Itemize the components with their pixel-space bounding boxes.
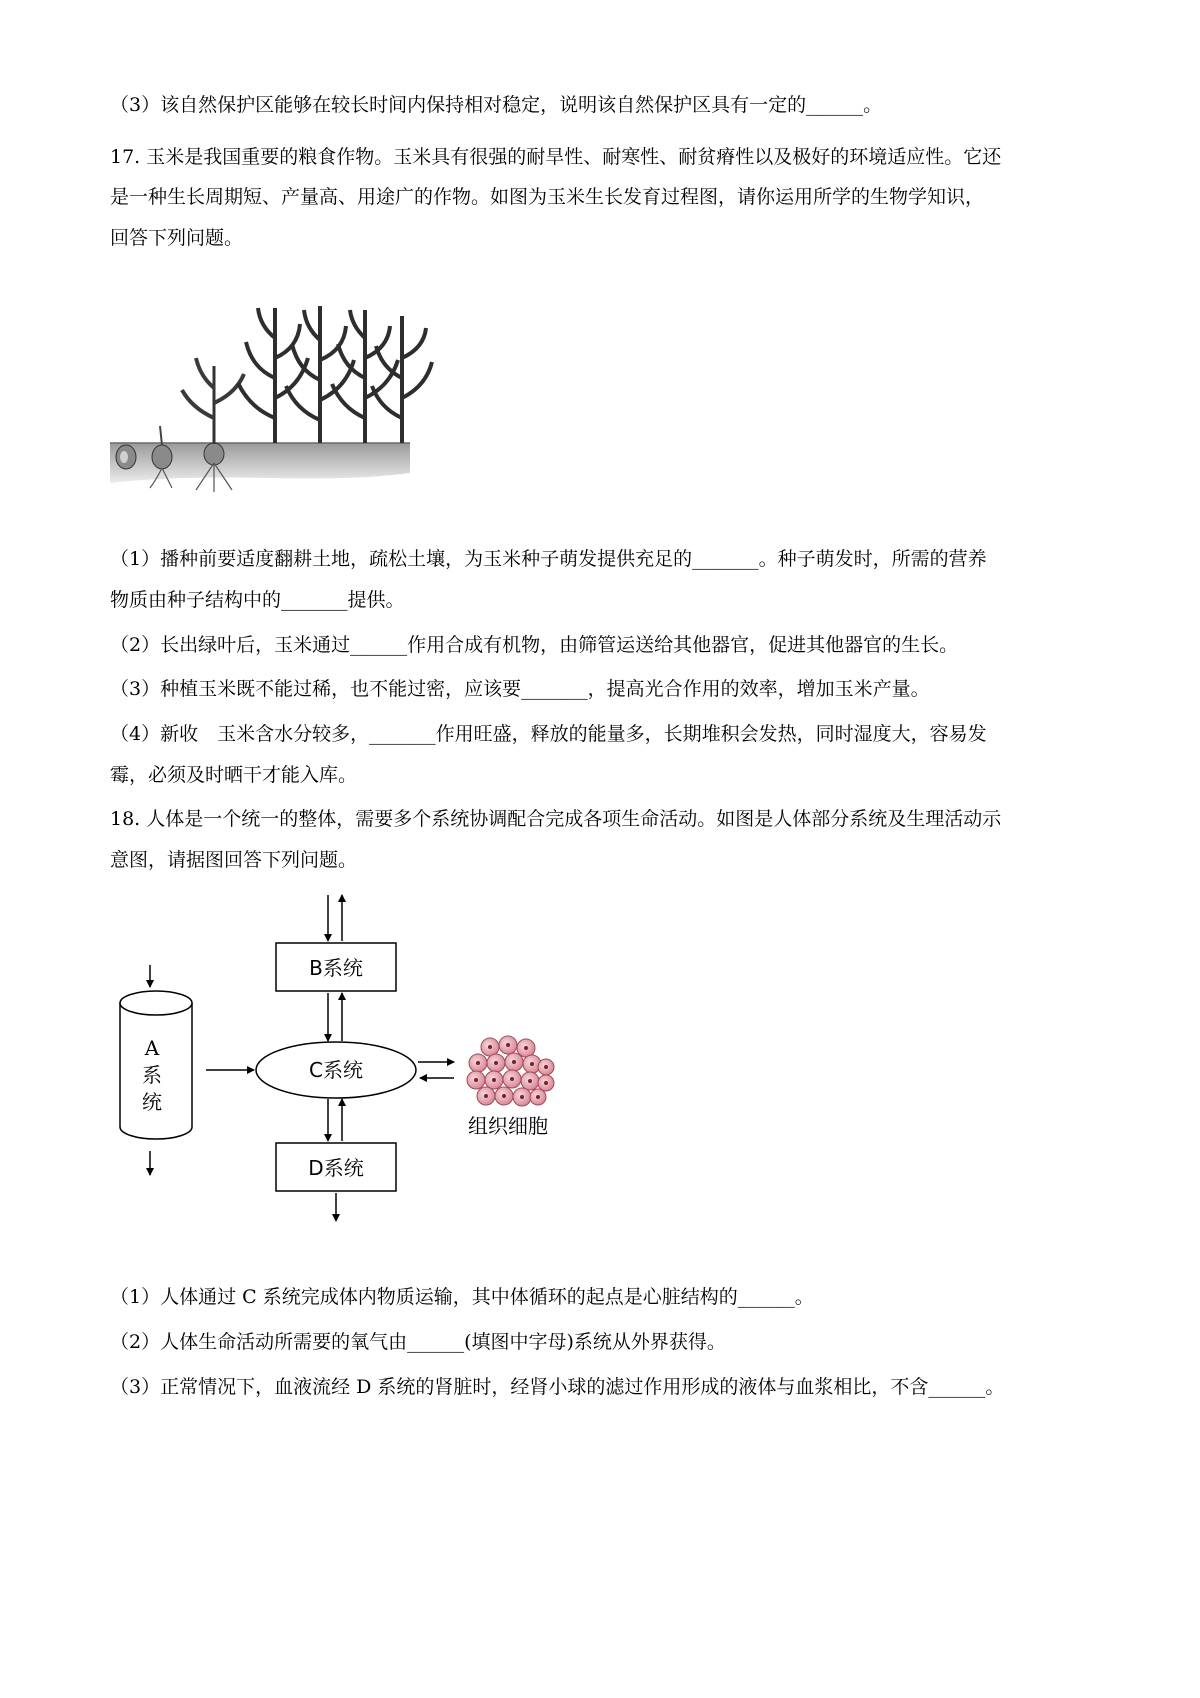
a-system-char1: 系 — [142, 1063, 162, 1087]
corn-growth-figure — [110, 298, 450, 528]
q17-part1-line2: 物质由种子结构中的_______提供。 — [110, 589, 405, 611]
q17-part4-line1: （4）新收 玉米含水分较多，_______作用旺盛，释放的能量多，长期堆积会发热，同时湿度大，容易发 — [110, 723, 987, 745]
tissue-cells-cluster — [467, 1036, 554, 1106]
tissue-cells-label: 组织细胞 — [468, 1114, 548, 1138]
q18-part2: （2）人体生命活动所需要的氧气由______(填图中字母)系统从外界获得。 — [110, 1331, 726, 1353]
b-system-label: B系统 — [309, 956, 363, 980]
q16-part3: （3）该自然保护区能够在较长时间内保持相对稳定，说明该自然保护区具有一定的______。 — [110, 94, 883, 116]
c-system-label: C系统 — [309, 1058, 363, 1082]
q17-intro-line3: 回答下列问题。 — [110, 227, 244, 249]
a-system-char2: 统 — [142, 1090, 162, 1114]
d-system-label: D系统 — [308, 1156, 364, 1180]
q18-intro-line2: 意图，请据图回答下列问题。 — [110, 849, 358, 871]
a-system-letter: A — [144, 1036, 160, 1060]
q17-part3: （3）种植玉米既不能过稀，也不能过密，应该要_______，提高光合作用的效率，增加玉米产量。 — [110, 678, 930, 700]
human-systems-diagram — [110, 956, 610, 1315]
q18-intro-line1: 18. 人体是一个统一的整体，需要多个系统协调配合完成各项生命活动。如图是人体部分系统及生理活动示 — [110, 808, 1002, 830]
q17-intro-line1: 17. 玉米是我国重要的粮食作物。玉米具有很强的耐旱性、耐寒性、耐贫瘠性以及极好的环境适应性。它还 — [110, 146, 1002, 168]
q17-intro-line2: 是一种生长周期短、产量高、用途广的作物。如图为玉米生长发育过程图，请你运用所学的生物学知识， — [110, 186, 985, 208]
q18-part3: （3）正常情况下，血液流经 D 系统的肾脏时，经肾小球的滤过作用形成的液体与血浆相比，不含______。 — [110, 1376, 1005, 1398]
q18-part1: （1）人体通过 C 系统完成体内物质运输，其中体循环的起点是心脏结构的______。 — [110, 1286, 814, 1308]
q17-part1-line1: （1）播种前要适度翻耕土地，疏松土壤，为玉米种子萌发提供充足的_______。种子萌发时，所需的营养 — [110, 548, 987, 570]
q17-part4-line2: 霉，必须及时晒干才能入库。 — [110, 764, 358, 786]
q17-part2: （2）长出绿叶后，玉米通过______作用合成有机物，由筛管运送给其他器官，促进其他器官的生长。 — [110, 634, 959, 656]
mature-corn-plants — [238, 306, 432, 443]
a-system-cylinder — [120, 991, 192, 1139]
